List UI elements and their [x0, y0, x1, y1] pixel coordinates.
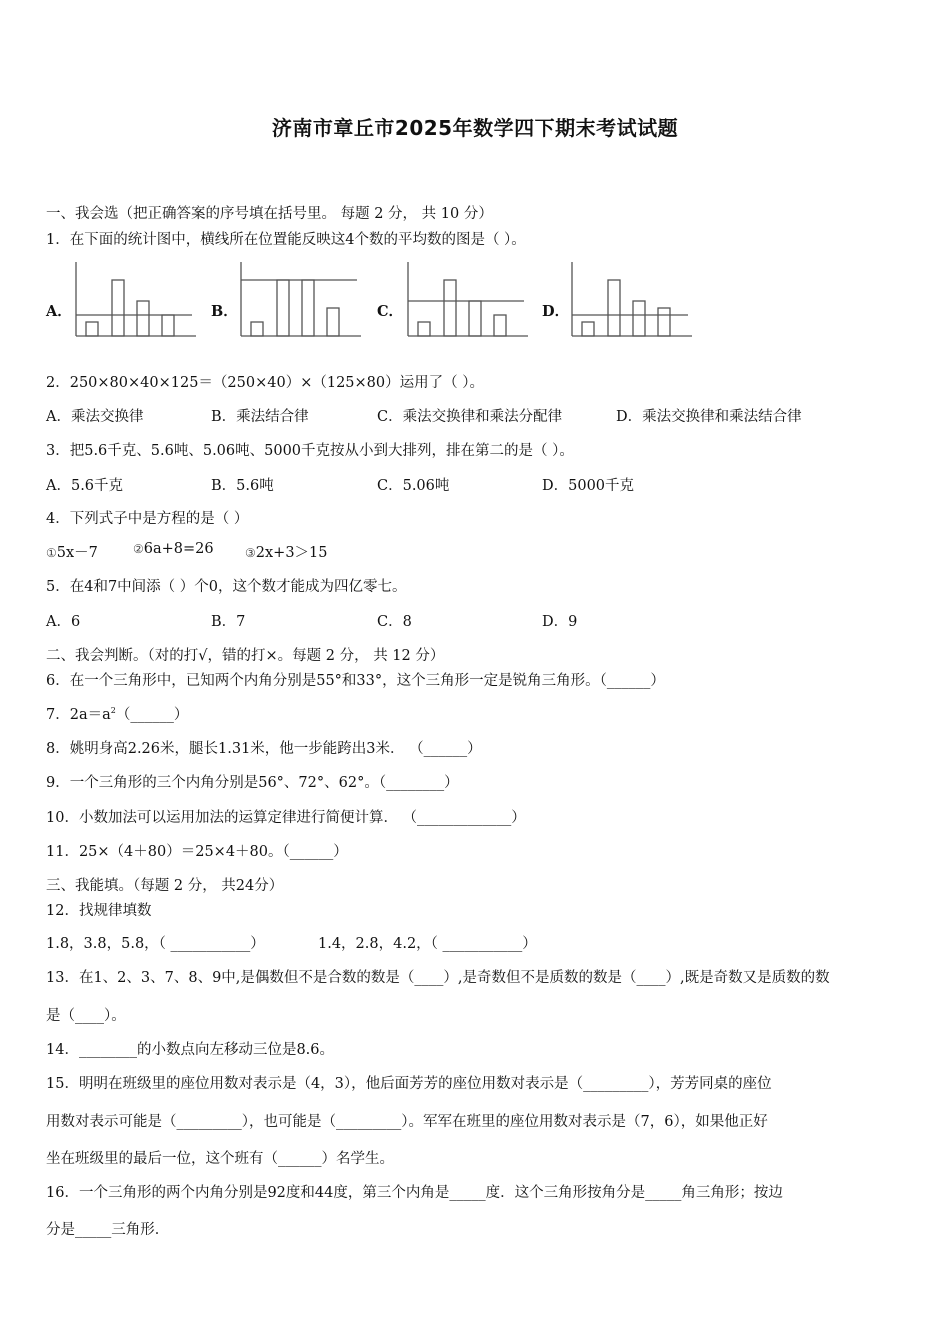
q5-option-d: D．9	[542, 614, 578, 630]
q2-option-c: C．乘法交换律和乘法分配律	[377, 409, 563, 425]
chart-b	[239, 260, 363, 340]
chart-c-bar-1	[418, 322, 430, 336]
question-16-line-2: 分是_____三角形．	[46, 1222, 170, 1238]
chart-b-bar-1	[251, 322, 263, 336]
chart-c-bar-4	[494, 315, 506, 336]
question-16-line-1: 16．一个三角形的两个内角分别是92度和44度，第三个内角是_____度．这个三角形按角分是_____角三角形；按边	[46, 1185, 783, 1201]
chart-a-bar-1	[86, 322, 98, 336]
chart-a-bar-2	[112, 280, 124, 336]
q4-option-3	[245, 541, 328, 562]
option-c-label: C．	[377, 303, 404, 320]
q2-option-d: D．乘法交换律和乘法结合律	[616, 409, 802, 425]
q4-option-1	[46, 541, 98, 562]
q2-option-b: B．乘法结合律	[211, 409, 309, 425]
chart-b-bar-4	[327, 308, 339, 336]
q5-option-c: C．8	[377, 614, 412, 630]
question-4: 4．下列式子中是方程的是（ ）	[46, 511, 249, 527]
q12-sequence-a: 1.8，3.8，5.8，（ ___________）	[46, 936, 265, 952]
circled-one-icon: ①	[46, 546, 57, 560]
section-3-heading: 三、我能填。（每题 2 分， 共24分）	[46, 878, 284, 894]
q4-option-3-text: 2x+3＞15	[255, 545, 328, 561]
question-15-line-3: 坐在班级里的最后一位，这个班有（______）名学生。	[46, 1151, 394, 1167]
chart-b-bar-3	[302, 280, 314, 336]
q4-option-2-text: 6a+8=26	[143, 541, 214, 557]
q3-option-d: D．5000千克	[542, 478, 635, 494]
q5-option-b: B．7	[211, 614, 246, 630]
question-15-line-2: 用数对表示可能是（_________），也可能是（_________）。军军在班里的座位用数对表示是（7，6），如果他正好	[46, 1114, 768, 1130]
question-5: 5．在4和7中间添（ ）个0，这个数才能成为四亿零七。	[46, 579, 407, 595]
q3-option-c: C．5.06吨	[377, 478, 450, 494]
circled-two-icon: ②	[133, 542, 144, 556]
question-3: 3．把5.6千克、5.6吨、5.06吨、5000千克按从小到大排列，排在第二的是（ ）。	[46, 443, 574, 459]
page-title: 济南市章丘市2025年数学四下期末考试试题	[271, 116, 679, 140]
q3-option-b: B．5.6吨	[211, 478, 274, 494]
chart-d	[570, 260, 694, 340]
q4-option-1-text: 5x－7	[56, 545, 98, 561]
q3-option-a: A．5.6千克	[46, 478, 124, 494]
chart-c-bar-2	[444, 280, 456, 336]
question-15-line-1: 15．明明在班级里的座位用数对表示是（4，3），他后面芳芳的座位用数对表示是（_________），芳芳同桌的座位	[46, 1076, 772, 1092]
chart-d-bar-2	[608, 280, 620, 336]
chart-c-bar-3	[469, 301, 481, 336]
q7-expression: 7．2a＝a	[46, 707, 111, 723]
option-d-label: D．	[542, 303, 570, 320]
chart-d-bar-1	[582, 322, 594, 336]
question-1: 1．在下面的统计图中，横线所在位置能反映这4个数的平均数的图是（ ）。	[46, 232, 526, 248]
question-2: 2．250×80×40×125＝（250×40）×（125×80）运用了（ ）。	[46, 375, 484, 391]
chart-b-bar-2	[277, 280, 289, 336]
circled-three-icon: ③	[245, 546, 256, 560]
question-10: 10．小数加法可以运用加法的运算定律进行简便计算． （_____________）	[46, 810, 526, 826]
option-b-label: B．	[211, 303, 238, 320]
question-13-line-1: 13．在1、2、3、7、8、9中,是偶数但不是合数的数是（____）,是奇数但不是质数的数是（____）,既是奇数又是质数的数	[46, 970, 830, 986]
question-7	[46, 703, 188, 724]
chart-d-bar-3	[633, 301, 645, 336]
q5-option-a: A．6	[46, 614, 81, 630]
question-13-line-2: 是（____）。	[46, 1008, 126, 1024]
q12-sequence-b: 1.4，2.8，4.2，（ ___________）	[318, 936, 537, 952]
question-9: 9．一个三角形的三个内角分别是56°、72°、62°。（________）	[46, 775, 459, 791]
question-12: 12．找规律填数	[46, 903, 152, 919]
q7-exponent: 2	[110, 706, 116, 716]
q2-option-a: A．乘法交换律	[46, 409, 144, 425]
chart-c	[406, 260, 530, 340]
chart-a-bar-4	[162, 315, 174, 336]
question-8: 8．姚明身高2.26米，腿长1.31米，他一步能跨出3米． （______）	[46, 741, 482, 757]
question-11: 11．25×（4＋80）＝25×4＋80。（______）	[46, 844, 348, 860]
chart-a	[74, 260, 198, 340]
q7-blank: （______）	[115, 707, 189, 723]
section-2-heading: 二、我会判断。（对的打√，错的打×。每题 2 分， 共 12 分）	[46, 648, 445, 664]
chart-a-bar-3	[137, 301, 149, 336]
chart-d-bar-4	[658, 308, 670, 336]
question-14: 14．________的小数点向左移动三位是8.6。	[46, 1042, 335, 1058]
section-1-heading: 一、我会选（把正确答案的序号填在括号里。 每题 2 分， 共 10 分）	[46, 206, 493, 222]
option-a-label: A．	[46, 303, 72, 320]
q4-option-2	[133, 541, 214, 557]
question-6: 6．在一个三角形中，已知两个内角分别是55°和33°，这个三角形一定是锐角三角形。（______）	[46, 673, 665, 689]
